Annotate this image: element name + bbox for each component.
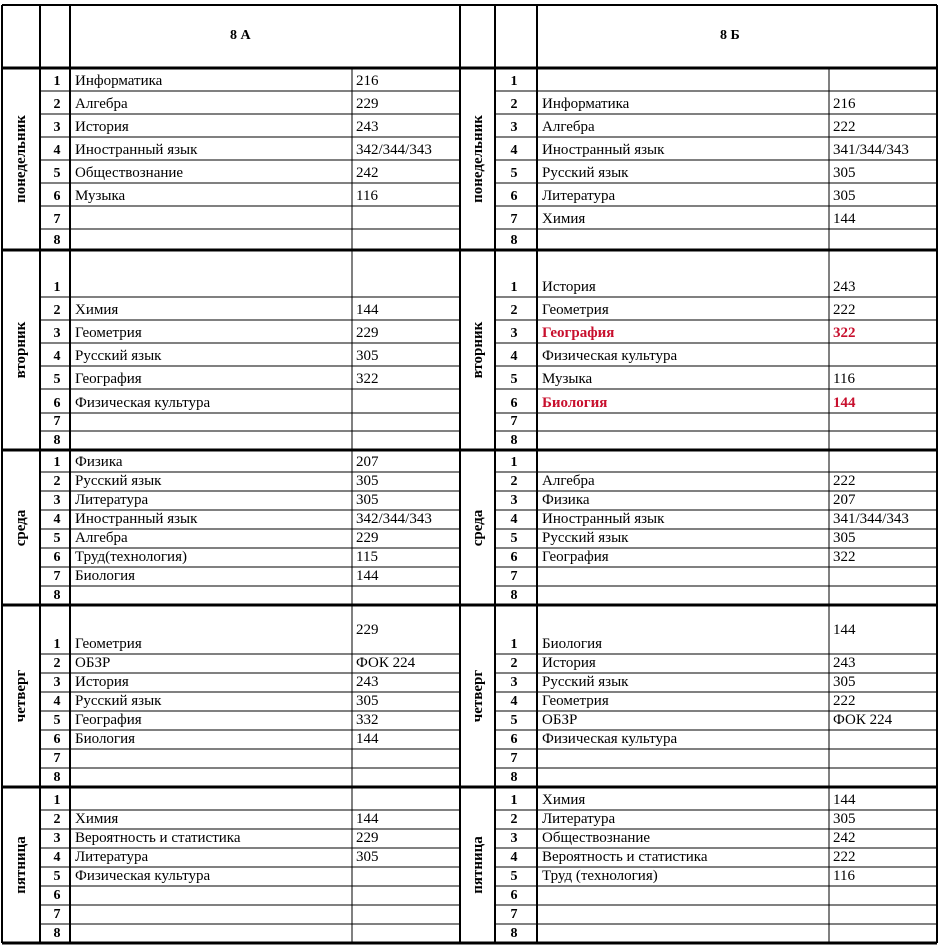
lesson-number: 2 [510, 474, 518, 489]
lesson-number: 5 [53, 372, 61, 387]
subject-name: Геометрия [542, 302, 609, 318]
room-number: 229 [356, 622, 379, 638]
subject-name: Литература [75, 492, 149, 508]
subject-name: Физика [542, 492, 590, 508]
day-label-a: понедельник [13, 115, 29, 203]
room-number: 322 [833, 549, 856, 565]
lesson-number: 7 [510, 569, 518, 584]
room-number: 229 [356, 325, 379, 341]
room-number: 144 [356, 568, 379, 584]
lesson-number: 2 [510, 812, 518, 827]
lesson-number: 4 [53, 143, 61, 158]
room-number: 222 [833, 473, 856, 489]
subject-name: Физика [75, 454, 123, 470]
subject-name: Русский язык [75, 693, 162, 709]
lesson-number: 1 [53, 74, 61, 89]
room-number: 342/344/343 [356, 511, 432, 527]
subject-name: Русский язык [542, 165, 629, 181]
room-number: 305 [833, 530, 856, 546]
subject-name: Физическая культура [542, 731, 678, 747]
room-number: 305 [356, 348, 379, 364]
day-label-b: четверг [469, 669, 486, 723]
lesson-number: 2 [510, 656, 518, 671]
lesson-number: 3 [53, 120, 61, 135]
lesson-number: 1 [510, 637, 518, 652]
day-label-a: пятница [13, 836, 29, 894]
room-number: 116 [833, 371, 855, 387]
room-number: 341/344/343 [833, 142, 909, 158]
day-label-a: вторник [13, 321, 29, 379]
lesson-number: 8 [510, 588, 518, 603]
lesson-number: 1 [510, 280, 518, 295]
subject-name: Информатика [542, 96, 630, 112]
subject-name: Химия [75, 302, 119, 318]
lesson-number: 7 [53, 414, 61, 429]
lesson-number: 4 [510, 850, 518, 865]
room-number: 342/344/343 [356, 142, 432, 158]
subject-name: Химия [75, 811, 119, 827]
subject-name: Литература [542, 811, 616, 827]
lesson-number: 1 [53, 455, 61, 470]
lesson-number: 6 [510, 396, 518, 411]
day-label-a: среда [13, 509, 29, 546]
lesson-number: 7 [510, 907, 518, 922]
room-number: 305 [356, 849, 379, 865]
room-number: 222 [833, 302, 856, 318]
lesson-number: 8 [53, 926, 61, 941]
room-number: ФОК 224 [833, 712, 893, 728]
room-number: 116 [833, 868, 855, 884]
room-number: 207 [356, 454, 379, 470]
lesson-number: 4 [53, 694, 61, 709]
room-number: 243 [833, 279, 856, 295]
lesson-number: 8 [53, 770, 61, 785]
room-number: 305 [356, 492, 379, 508]
lesson-number: 3 [53, 326, 61, 341]
day-label-b: среда [469, 509, 486, 546]
room-number: 341/344/343 [833, 511, 909, 527]
lesson-number: 7 [53, 907, 61, 922]
lesson-number: 3 [53, 831, 61, 846]
subject-name: Вероятность и статистика [542, 849, 708, 865]
subject-name: Биология [542, 395, 608, 411]
subject-name: Геометрия [542, 693, 609, 709]
room-number: 144 [833, 211, 856, 227]
day-label-b: пятница [469, 836, 486, 894]
subject-name: Биология [75, 731, 136, 747]
class-header-8b: 8 Б [720, 28, 740, 43]
lesson-number: 7 [510, 212, 518, 227]
lesson-number: 8 [510, 433, 518, 448]
subject-name: Иностранный язык [542, 142, 665, 158]
lesson-number: 5 [510, 166, 518, 181]
room-number: 116 [356, 188, 378, 204]
lesson-number: 6 [53, 550, 61, 565]
room-number: 243 [356, 119, 379, 135]
lesson-number: 5 [510, 531, 518, 546]
room-number: 216 [356, 73, 379, 89]
lesson-number: 2 [53, 474, 61, 489]
lesson-number: 8 [510, 233, 518, 248]
room-number: ФОК 224 [356, 655, 416, 671]
subject-name: Русский язык [75, 348, 162, 364]
day-label-a: четверг [13, 669, 29, 723]
lesson-number: 3 [510, 120, 518, 135]
subject-name: Биология [75, 568, 136, 584]
subject-name: Информатика [75, 73, 163, 89]
subject-name: История [75, 674, 129, 690]
room-number: 144 [833, 622, 856, 638]
room-number: 144 [833, 395, 856, 411]
lesson-number: 4 [510, 349, 518, 364]
lesson-number: 2 [53, 303, 61, 318]
lesson-number: 7 [53, 569, 61, 584]
lesson-number: 3 [510, 493, 518, 508]
subject-name: ОБЗР [75, 655, 111, 671]
subject-name: Иностранный язык [75, 142, 198, 158]
subject-name: Труд(технология) [75, 549, 187, 565]
subject-name: Химия [542, 211, 586, 227]
subject-name: Алгебра [542, 473, 595, 489]
lesson-number: 3 [53, 493, 61, 508]
lesson-number: 8 [510, 926, 518, 941]
lesson-number: 1 [510, 793, 518, 808]
subject-name: ОБЗР [542, 712, 578, 728]
lesson-number: 4 [53, 850, 61, 865]
lesson-number: 5 [53, 166, 61, 181]
subject-name: Музыка [75, 188, 126, 204]
lesson-number: 6 [53, 888, 61, 903]
subject-name: Русский язык [542, 530, 629, 546]
subject-name: Музыка [542, 371, 593, 387]
room-number: 322 [833, 325, 856, 341]
subject-name: География [542, 549, 609, 565]
subject-name: История [542, 279, 596, 295]
subject-name: Алгебра [75, 530, 128, 546]
room-number: 115 [356, 549, 378, 565]
subject-name: Обществознание [75, 165, 184, 181]
lesson-number: 2 [53, 656, 61, 671]
lesson-number: 4 [510, 143, 518, 158]
lesson-number: 8 [53, 233, 61, 248]
room-number: 229 [356, 530, 379, 546]
lesson-number: 2 [53, 812, 61, 827]
class-header-8a: 8 А [230, 28, 251, 43]
room-number: 216 [833, 96, 856, 112]
subject-name: География [75, 371, 142, 387]
room-number: 305 [356, 693, 379, 709]
subject-name: Алгебра [542, 119, 595, 135]
room-number: 305 [833, 811, 856, 827]
lesson-number: 6 [510, 550, 518, 565]
room-number: 207 [833, 492, 856, 508]
subject-name: Биология [542, 636, 603, 652]
room-number: 332 [356, 712, 379, 728]
subject-name: История [75, 119, 129, 135]
subject-name: Геометрия [75, 325, 142, 341]
room-number: 322 [356, 371, 379, 387]
subject-name: Иностранный язык [542, 511, 665, 527]
room-number: 305 [356, 473, 379, 489]
subject-name: Русский язык [542, 674, 629, 690]
lesson-number: 2 [510, 303, 518, 318]
lesson-number: 1 [510, 455, 518, 470]
lesson-number: 5 [53, 531, 61, 546]
room-number: 242 [356, 165, 379, 181]
lesson-number: 1 [53, 793, 61, 808]
lesson-number: 8 [510, 770, 518, 785]
lesson-number: 4 [510, 694, 518, 709]
subject-name: Иностранный язык [75, 511, 198, 527]
lesson-number: 6 [510, 888, 518, 903]
room-number: 243 [833, 655, 856, 671]
subject-name: Литература [542, 188, 616, 204]
subject-name: Литература [75, 849, 149, 865]
room-number: 229 [356, 830, 379, 846]
subject-name: Труд (технология) [542, 868, 658, 884]
room-number: 222 [833, 119, 856, 135]
lesson-number: 3 [510, 831, 518, 846]
lesson-number: 5 [510, 869, 518, 884]
lesson-number: 7 [53, 751, 61, 766]
subject-name: География [542, 325, 615, 341]
subject-name: История [542, 655, 596, 671]
lesson-number: 5 [53, 713, 61, 728]
subject-name: Геометрия [75, 636, 142, 652]
room-number: 144 [833, 792, 856, 808]
lesson-number: 1 [53, 637, 61, 652]
subject-name: Вероятность и статистика [75, 830, 241, 846]
lesson-number: 6 [510, 732, 518, 747]
subject-name: География [75, 712, 142, 728]
room-number: 243 [356, 674, 379, 690]
room-number: 144 [356, 302, 379, 318]
day-label-b: вторник [469, 321, 486, 379]
lesson-number: 5 [53, 869, 61, 884]
subject-name: Алгебра [75, 96, 128, 112]
room-number: 222 [833, 693, 856, 709]
room-number: 144 [356, 811, 379, 827]
room-number: 305 [833, 188, 856, 204]
day-label-b: понедельник [469, 115, 486, 203]
subject-name: Химия [542, 792, 586, 808]
lesson-number: 6 [53, 189, 61, 204]
room-number: 305 [833, 674, 856, 690]
room-number: 144 [356, 731, 379, 747]
lesson-number: 3 [510, 675, 518, 690]
lesson-number: 4 [53, 349, 61, 364]
lesson-number: 7 [53, 212, 61, 227]
room-number: 229 [356, 96, 379, 112]
lesson-number: 7 [510, 414, 518, 429]
subject-name: Русский язык [75, 473, 162, 489]
lesson-number: 8 [53, 433, 61, 448]
lesson-number: 6 [53, 732, 61, 747]
lesson-number: 4 [510, 512, 518, 527]
lesson-number: 2 [510, 97, 518, 112]
room-number: 222 [833, 849, 856, 865]
subject-name: Физическая культура [75, 395, 211, 411]
lesson-number: 5 [510, 713, 518, 728]
subject-name: Обществознание [542, 830, 651, 846]
lesson-number: 4 [53, 512, 61, 527]
subject-name: Физическая культура [75, 868, 211, 884]
lesson-number: 3 [510, 326, 518, 341]
room-number: 305 [833, 165, 856, 181]
room-number: 242 [833, 830, 856, 846]
subject-name: Физическая культура [542, 348, 678, 364]
lesson-number: 8 [53, 588, 61, 603]
lesson-number: 6 [53, 396, 61, 411]
lesson-number: 7 [510, 751, 518, 766]
lesson-number: 5 [510, 372, 518, 387]
lesson-number: 2 [53, 97, 61, 112]
lesson-number: 1 [53, 280, 61, 295]
lesson-number: 1 [510, 74, 518, 89]
lesson-number: 6 [510, 189, 518, 204]
lesson-number: 3 [53, 675, 61, 690]
